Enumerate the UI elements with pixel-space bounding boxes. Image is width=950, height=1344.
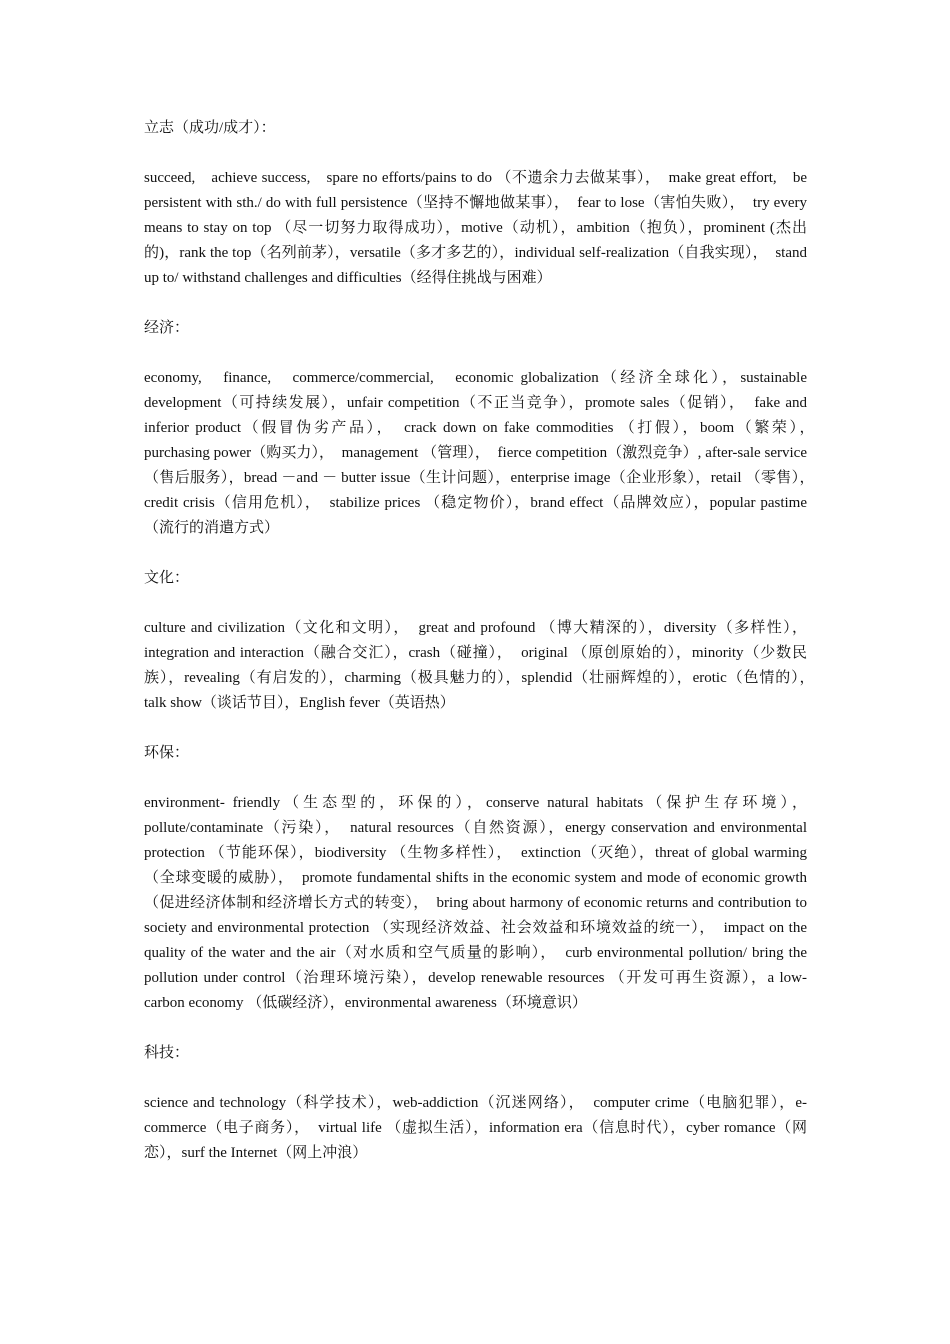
section-heading-economy: 经济： bbox=[144, 320, 190, 336]
section-heading-aspiration: 立志（成功/成才）： bbox=[144, 120, 276, 136]
document-page bbox=[144, 116, 823, 1166]
section-text-aspiration: succeed, achieve success, spare no efforts/pains to do （不遗余力去做某事）， make great effort, be persistent with sth./ do with full persistence（坚持不懈地做某事）， fear to lose（害怕失败）， try every means to stay on top （尽一切努力取得成功），motive（动机），ambition（抱负），prominent (杰出的)，rank the top（名列前茅），versatile（多才多艺的），individual self-realization（自我实现）， stand up to/ withstand challenges and difficulties（经得住挑战与困难） bbox=[144, 170, 807, 286]
section-heading-environment: 环保： bbox=[144, 745, 190, 761]
section-text-technology: science and technology（科学技术），web-addiction（沉迷网络）， computer crime（电脑犯罪），e-commerce（电子商务）， virtual life （虚拟生活），information era（信息时代），cyber romance（网恋），surf the Internet（网上冲浪） bbox=[144, 1095, 807, 1161]
section-heading-technology: 科技： bbox=[144, 1045, 190, 1061]
section-heading-culture: 文化： bbox=[144, 570, 190, 586]
section-text-environment: environment- friendly（生态型的，环保的），conserve natural habitats（保护生存环境），pollute/contaminate（污染）， natural resources（自然资源），energy conservation and environmental protection （节能环保），biodiversity （生物多样性）， extinction（灭绝），threat of global warming（全球变暖的威胁）， promote fundamental shifts in the economic system and mode of economic growth（促进经济体制和经济增长方式的转变）， bring about harmony of economic returns and contribution to society and environmental protection （实现经济效益、社会效益和环境效益的统一）， impact on the quality of the water and the air（对水质和空气质量的影响）， curb environmental pollution/ bring the pollution under control（治理环境污染），develop renewable resources （开发可再生资源），a low-carbon economy （低碳经济），environmental awareness（环境意识） bbox=[144, 795, 807, 1011]
section-text-culture: culture and civilization（文化和文明）， great and profound （博大精深的），diversity（多样性），integration and interaction（融合交汇），crash（碰撞）， original （原创原始的），minority（少数民族），revealing（有启发的），charming（极具魅力的），splendid（壮丽辉煌的），erotic（色情的）， talk show（谈话节目），English fever（英语热） bbox=[144, 620, 823, 711]
section-text-economy: economy, finance, commerce/commercial, economic globalization（经济全球化），sustainable development（可持续发展），unfair competition（不正当竞争），promote sales（促销）， fake and inferior product（假冒伪劣产品）， crack down on fake commodities （打假），boom（繁荣）， purchasing power（购买力）， management （管理）， fierce competition（激烈竞争）, after-sale service （售后服务），bread －and － butter issue（生计问题），enterprise image（企业形象），retail （零售）， credit crisis（信用危机）， stabilize prices （稳定物价），brand effect（品牌效应），popular pastime （流行的消遣方式） bbox=[144, 370, 823, 536]
